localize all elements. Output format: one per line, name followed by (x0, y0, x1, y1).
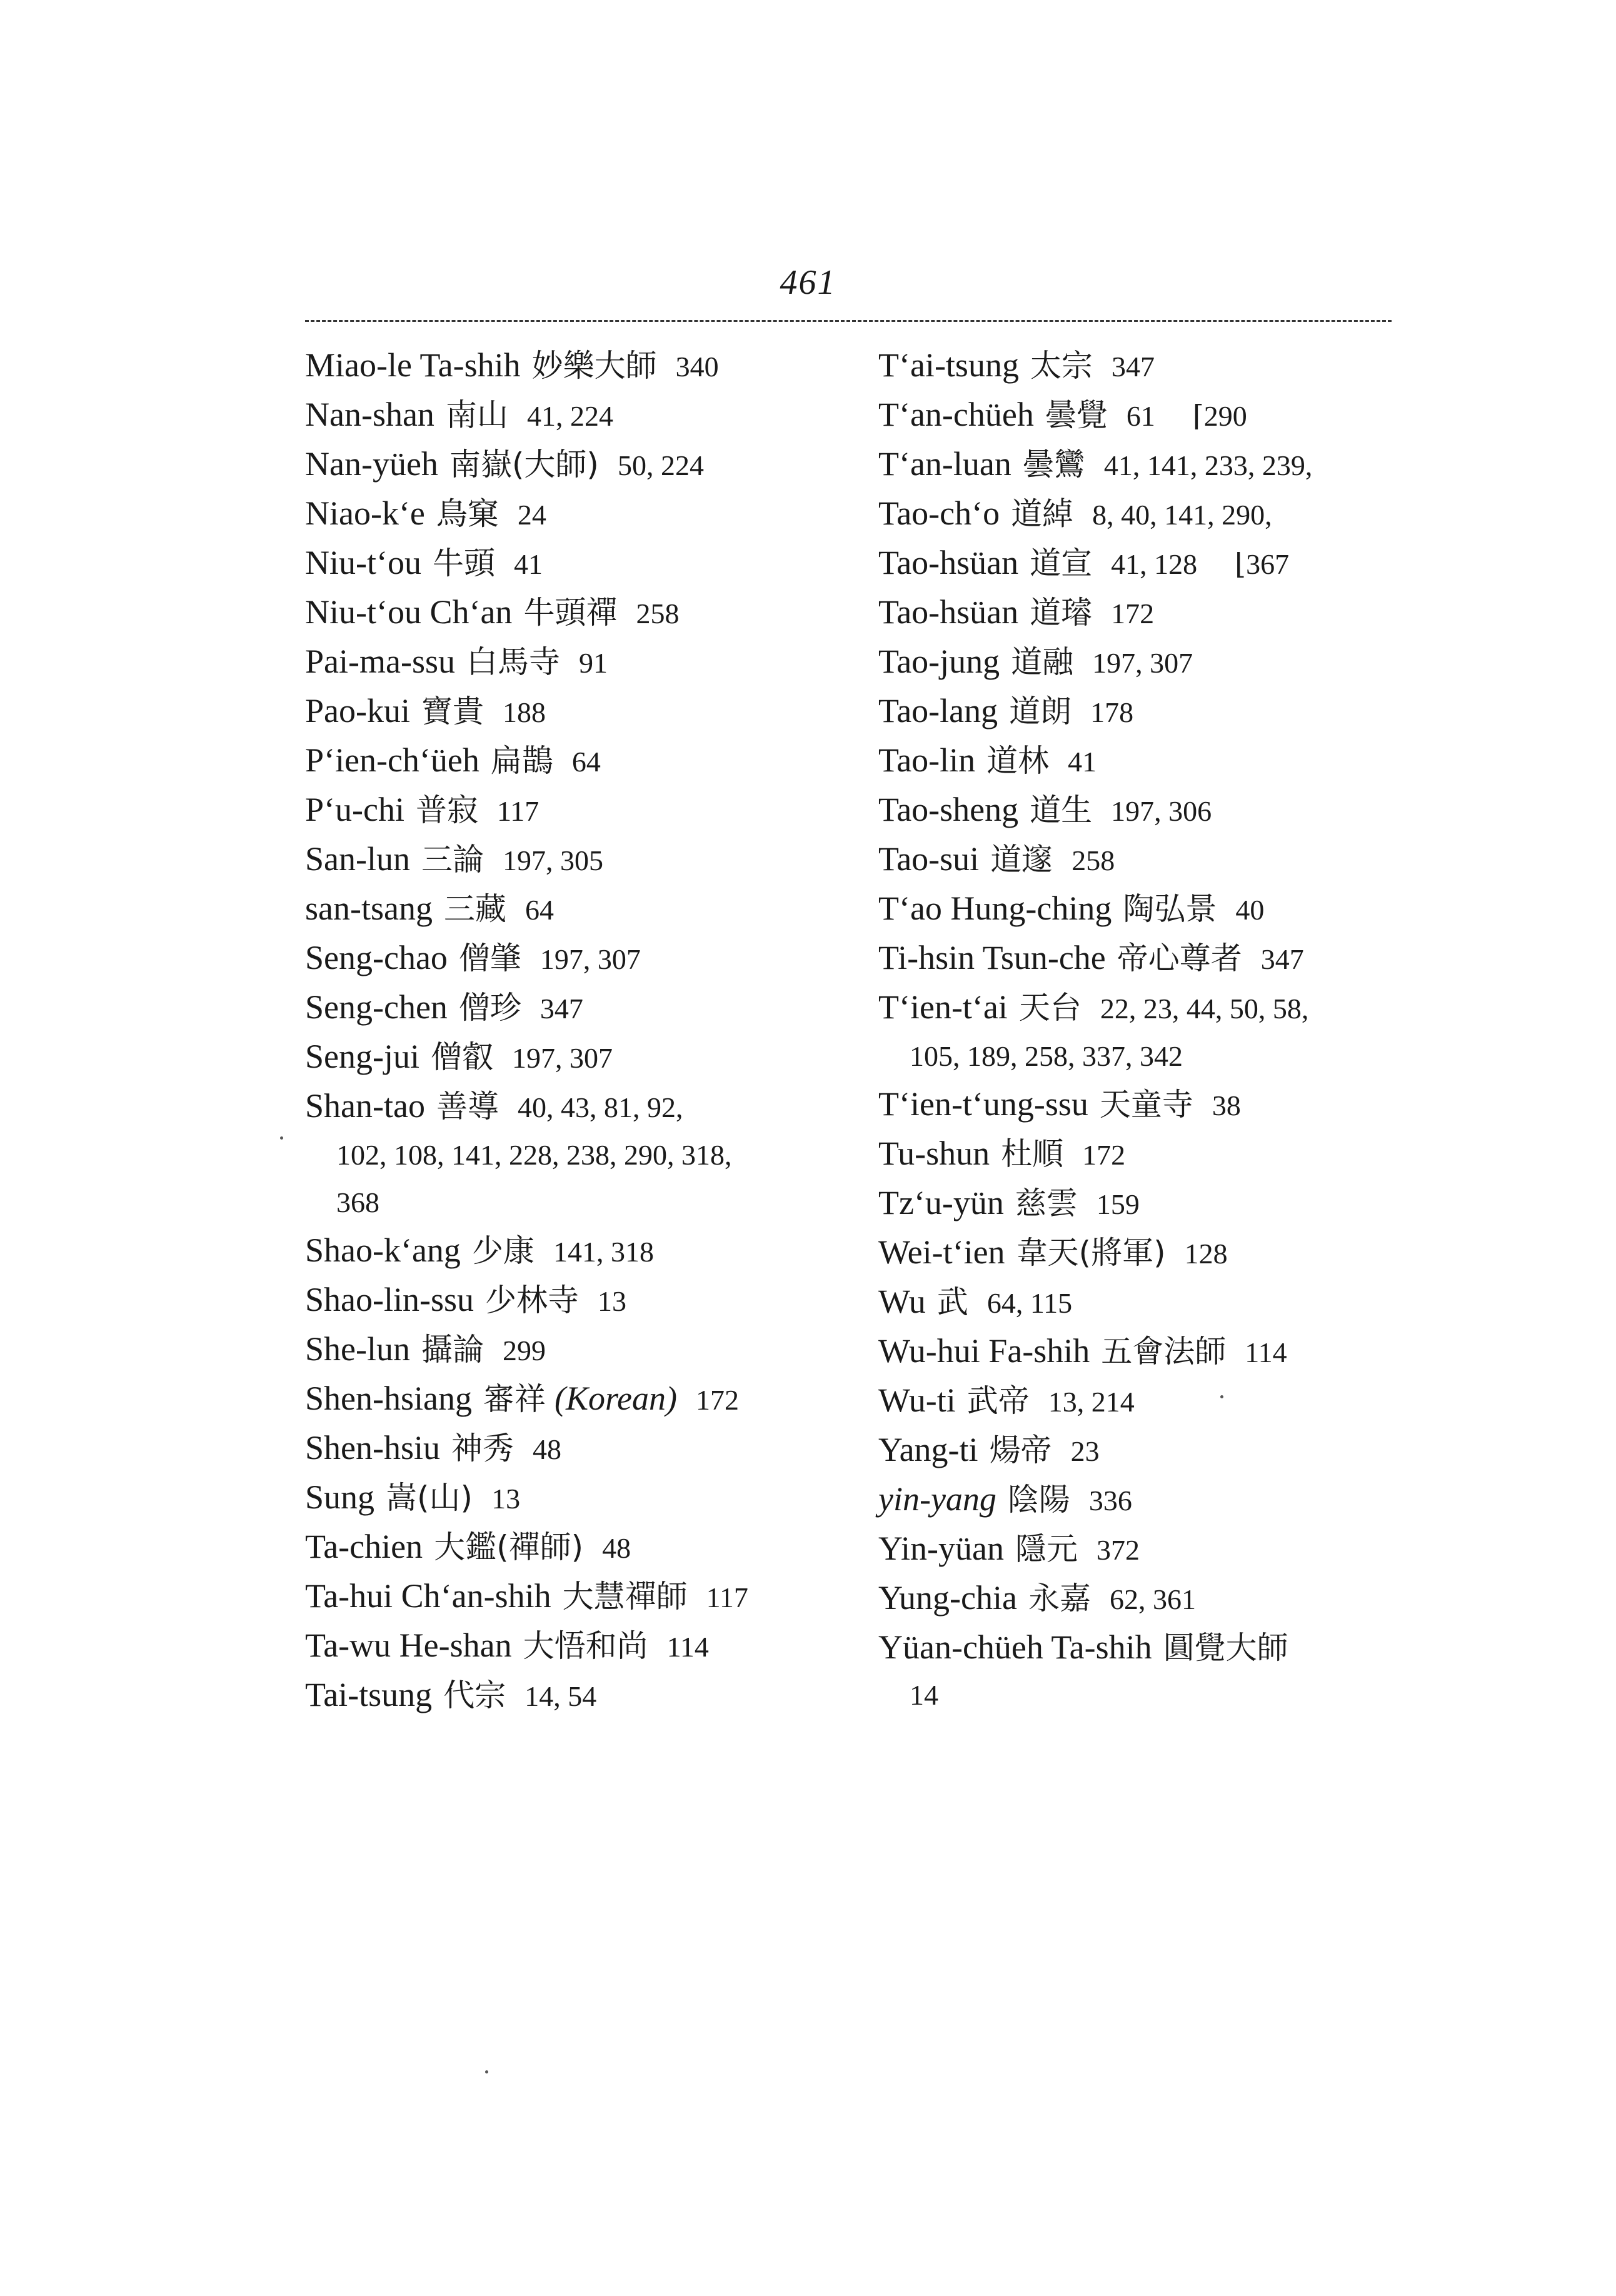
entry-page-refs: 22, 23, 44, 50, 58, (1100, 993, 1309, 1025)
entry-chinese-characters: 三論 (421, 841, 484, 878)
index-entry (305, 687, 824, 736)
entry-chinese-characters: 扁鵲 (490, 743, 553, 779)
entry-chinese-characters: 道林 (986, 743, 1050, 779)
entry-term: Tao-sui (878, 840, 980, 878)
entry-chinese-characters: 鳥窠 (436, 496, 499, 532)
entry-term: Shen-hsiu (305, 1429, 440, 1466)
entry-page-refs-continued: 368 (336, 1186, 379, 1218)
entry-chinese-characters: 道璿 (1030, 594, 1093, 631)
index-entry (305, 1424, 824, 1473)
entry-term: yin-yang (878, 1480, 996, 1518)
entry-term: Ti-hsin Tsun-che (878, 939, 1106, 976)
entry-chinese-characters: 曇鸞 (1022, 446, 1085, 483)
entry-page-refs: 48 (602, 1532, 631, 1564)
entry-chinese-characters: 道綽 (1011, 496, 1074, 532)
entry-chinese-characters: 僧珍 (458, 990, 521, 1026)
entry-page-refs: 141, 318 (553, 1236, 654, 1268)
entry-chinese-characters: 白馬寺 (466, 644, 560, 680)
entry-page-refs: 61 (1126, 400, 1155, 432)
entry-term: Wu-ti (878, 1381, 956, 1419)
entry-chinese-characters: 永嘉 (1028, 1580, 1091, 1617)
entry-term: T‘ao Hung-ching (878, 890, 1112, 927)
index-entry (878, 539, 1403, 588)
index-entry (305, 885, 824, 934)
entry-chinese-characters: 太宗 (1030, 348, 1093, 384)
entry-page-refs: 172 (1111, 598, 1155, 629)
paper-speck (280, 1136, 283, 1140)
entry-page-refs-continued: 105, 189, 258, 337, 342 (910, 1040, 1183, 1072)
entry-chinese-characters: 南山 (445, 397, 508, 433)
entry-chinese-characters: 代宗 (443, 1677, 506, 1713)
index-entry (305, 786, 824, 835)
index-entry (878, 1130, 1403, 1179)
entry-chinese-characters: 武 (936, 1284, 968, 1320)
entry-term: Niu-t‘ou Ch‘an (305, 593, 513, 631)
entry-chinese-characters: 杜順 (1001, 1136, 1064, 1172)
entry-term: Wu-hui Fa-shih (878, 1332, 1090, 1370)
entry-term: Tao-hsüan (878, 544, 1019, 581)
entry-chinese-characters: 隱元 (1015, 1531, 1078, 1567)
index-entry (878, 638, 1403, 687)
index-entry (878, 391, 1403, 440)
entry-page-refs-continued: 14 (910, 1679, 938, 1711)
entry-qualifier: (Korean) (554, 1380, 677, 1417)
index-entry (878, 1376, 1403, 1426)
entry-page-refs: 64 (524, 894, 554, 926)
entry-page-refs: 347 (1260, 943, 1304, 975)
index-entry (305, 1082, 824, 1226)
entry-page-refs: 299 (503, 1335, 546, 1366)
entry-page-refs: 40, 43, 81, 92, (517, 1091, 683, 1123)
index-entry (878, 1080, 1403, 1130)
entry-term: Niao-k‘e (305, 494, 425, 532)
entry-term: Nan-shan (305, 396, 434, 433)
index-entry (878, 489, 1403, 539)
entry-page-refs: 41, 128 (1111, 548, 1198, 580)
entry-chinese-characters: 天台 (1018, 990, 1082, 1026)
entry-chinese-characters: 南嶽(大師) (449, 446, 599, 483)
index-entry (305, 489, 824, 539)
entry-chinese-characters: 嵩(山) (386, 1480, 473, 1516)
entry-page-refs: 340 (675, 351, 719, 383)
index-entry (305, 391, 824, 440)
header-rule (305, 320, 1392, 322)
entry-page-refs: 62, 361 (1109, 1583, 1196, 1615)
entry-page-refs: 114 (666, 1631, 709, 1663)
index-entry (878, 1278, 1403, 1327)
entry-term: Tz‘u-yün (878, 1184, 1004, 1221)
entry-page-refs: 178 (1090, 696, 1134, 728)
index-entry (878, 1525, 1403, 1574)
entry-chinese-characters: 少林寺 (485, 1282, 579, 1318)
entry-term: Tao-ch‘o (878, 494, 1000, 532)
entry-chinese-characters: 圓覺大師 (1163, 1630, 1288, 1666)
entry-page-refs: 64 (571, 746, 601, 778)
entry-chinese-characters: 善導 (436, 1088, 499, 1125)
entry-term: Yang-ti (878, 1431, 978, 1468)
entry-chinese-characters: 牛頭禪 (523, 594, 618, 631)
entry-chinese-characters: 道朗 (1009, 693, 1072, 729)
entry-chinese-characters: 陰陽 (1007, 1481, 1070, 1518)
entry-term: san-tsang (305, 890, 433, 927)
entry-page-refs: 24 (517, 499, 546, 531)
index-entry (305, 1523, 824, 1572)
entry-chinese-characters: 陶弘景 (1123, 891, 1217, 927)
entry-chinese-characters: 武帝 (966, 1383, 1030, 1419)
paper-speck (485, 2070, 488, 2073)
entry-page-refs: 48 (533, 1433, 561, 1465)
entry-term: Yin-yüan (878, 1530, 1004, 1567)
index-entry (305, 1671, 824, 1720)
entry-chinese-characters: 少康 (471, 1233, 534, 1269)
entry-page-refs: 50, 224 (617, 449, 704, 481)
entry-page-refs: 336 (1088, 1485, 1132, 1516)
index-entry (305, 539, 824, 588)
entry-page-refs: 8, 40, 141, 290, (1092, 499, 1272, 531)
entry-chinese-characters: 普寂 (415, 792, 478, 828)
entry-term: Seng-chao (305, 939, 448, 976)
index-entry (878, 835, 1403, 885)
entry-term: Niu-t‘ou (305, 544, 421, 581)
entry-term: Pao-kui (305, 692, 410, 729)
index-entry (305, 1325, 824, 1375)
entry-term: P‘u-chi (305, 791, 404, 828)
index-column-left (305, 341, 824, 1720)
entry-chinese-characters: 道宣 (1030, 545, 1093, 581)
entry-page-refs: 14, 54 (524, 1680, 597, 1712)
entry-page-refs: 41 (1068, 746, 1097, 778)
entry-page-refs: 372 (1096, 1534, 1140, 1566)
index-entry (305, 588, 824, 638)
entry-page-refs: 38 (1212, 1090, 1241, 1121)
entry-page-refs: 172 (1082, 1139, 1126, 1171)
entry-page-refs: 188 (503, 696, 546, 728)
entry-term: Pai-ma-ssu (305, 643, 455, 680)
index-entry (878, 786, 1403, 835)
index-entry (305, 440, 824, 489)
entry-page-refs: 13, 214 (1048, 1386, 1135, 1418)
index-entry (878, 341, 1403, 391)
entry-term: Tao-jung (878, 643, 1000, 680)
entry-page-refs: 172 (695, 1384, 739, 1416)
entry-page-refs: 197, 306 (1111, 795, 1212, 827)
entry-chinese-characters: 天童寺 (1099, 1086, 1193, 1123)
index-entry (878, 588, 1403, 638)
entry-term: Shao-k‘ang (305, 1231, 461, 1269)
entry-chinese-characters: 道邃 (990, 841, 1053, 878)
entry-page-refs: 117 (496, 795, 540, 827)
entry-chinese-characters: 攝論 (421, 1331, 484, 1368)
entry-bracket-note: ⌈290 (1192, 400, 1247, 432)
entry-page-refs: 114 (1245, 1336, 1287, 1368)
index-entry (305, 1622, 824, 1671)
entry-page-refs: 64, 115 (986, 1287, 1073, 1319)
entry-page-refs: 197, 305 (503, 845, 603, 876)
entry-page-refs: 40 (1235, 894, 1265, 926)
entry-page-refs: 258 (636, 598, 680, 629)
index-entry (878, 1475, 1403, 1525)
entry-chinese-characters: 煬帝 (989, 1432, 1052, 1468)
entry-term: She-lun (305, 1330, 410, 1368)
entry-chinese-characters: 大悟和尚 (523, 1628, 648, 1664)
entry-term: Miao-le Ta-shih (305, 346, 521, 384)
entry-chinese-characters: 道生 (1030, 792, 1093, 828)
entry-chinese-characters: 審祥 (483, 1381, 546, 1417)
index-entry (305, 1226, 824, 1276)
entry-chinese-characters: 五會法師 (1101, 1333, 1227, 1370)
entry-term: Tao-sheng (878, 791, 1019, 828)
entry-chinese-characters: 神秀 (451, 1430, 514, 1466)
page-number: 461 (780, 263, 836, 302)
paper-speck (1220, 1395, 1223, 1398)
entry-term: Tu-shun (878, 1135, 990, 1172)
index-entry (878, 983, 1403, 1080)
index-entry (305, 934, 824, 983)
entry-term: Shan-tao (305, 1087, 425, 1125)
entry-bracket-note: ⌊367 (1235, 548, 1290, 580)
entry-term: P‘ien-ch‘üeh (305, 741, 479, 779)
entry-term: Ta-hui Ch‘an-shih (305, 1577, 551, 1615)
entry-chinese-characters: 韋天(將軍) (1016, 1235, 1166, 1271)
entry-term: Tao-lang (878, 692, 998, 729)
index-column-right (878, 341, 1403, 1719)
entry-page-refs: 197, 307 (1092, 647, 1193, 679)
entry-page-refs: 258 (1071, 845, 1115, 876)
entry-term: Seng-jui (305, 1038, 419, 1075)
entry-term: Yung-chia (878, 1579, 1017, 1617)
entry-term: T‘an-chüeh (878, 396, 1034, 433)
entry-chinese-characters: 大鑑(禪師) (434, 1529, 584, 1565)
entry-chinese-characters: 曇覺 (1045, 397, 1108, 433)
entry-page-refs: 41, 141, 233, 239, (1103, 449, 1313, 481)
index-entry (878, 885, 1403, 934)
index-entry (305, 341, 824, 391)
index-entry (878, 1574, 1403, 1623)
entry-page-refs: 159 (1096, 1188, 1140, 1220)
entry-chinese-characters: 帝心尊者 (1117, 940, 1242, 976)
entry-chinese-characters: 道融 (1011, 644, 1074, 680)
entry-term: Ta-chien (305, 1528, 423, 1565)
index-entry (878, 1179, 1403, 1228)
entry-term: T‘ai-tsung (878, 346, 1019, 384)
entry-term: Tao-lin (878, 741, 976, 779)
entry-chinese-characters: 慈雲 (1015, 1185, 1078, 1221)
entry-term: T‘ien-t‘ai (878, 988, 1008, 1026)
entry-chinese-characters: 僧叡 (431, 1039, 493, 1075)
index-entry (305, 1473, 824, 1523)
entry-term: Seng-chen (305, 988, 448, 1026)
entry-page-refs: 197, 307 (540, 943, 641, 975)
entry-term: Yüan-chüeh Ta-shih (878, 1628, 1152, 1666)
entry-term: Wei-t‘ien (878, 1233, 1005, 1271)
index-entry (878, 1228, 1403, 1278)
index-entry (305, 983, 824, 1033)
entry-page-refs: 347 (540, 993, 583, 1025)
entry-term: Wu (878, 1283, 926, 1320)
entry-term: T‘ien-t‘ung-ssu (878, 1085, 1088, 1123)
entry-term: Shao-lin-ssu (305, 1281, 474, 1318)
index-entry (305, 638, 824, 687)
index-entry (305, 1375, 824, 1424)
entry-chinese-characters: 僧肇 (458, 940, 521, 976)
index-entry (878, 1623, 1403, 1719)
index-entry (305, 736, 824, 786)
index-entry (878, 934, 1403, 983)
index-entry (878, 687, 1403, 736)
index-entry (305, 1572, 824, 1622)
entry-chinese-characters: 妙樂大師 (531, 348, 657, 384)
entry-chinese-characters: 三藏 (443, 891, 506, 927)
entry-page-refs: 13 (598, 1285, 626, 1317)
index-entry (878, 736, 1403, 786)
entry-page-refs: 117 (706, 1582, 748, 1613)
entry-term: Tai-tsung (305, 1676, 433, 1713)
entry-page-refs: 41, 224 (526, 400, 613, 432)
entry-term: Tao-hsüan (878, 593, 1019, 631)
entry-page-refs-continued: 102, 108, 141, 228, 238, 290, 318, (336, 1139, 732, 1171)
entry-page-refs: 13 (491, 1483, 521, 1515)
index-entry (305, 1033, 824, 1082)
index-entry (305, 835, 824, 885)
entry-chinese-characters: 牛頭 (432, 545, 495, 581)
entry-page-refs: 128 (1184, 1238, 1228, 1270)
index-entry (878, 1327, 1403, 1376)
entry-chinese-characters: 寶貴 (421, 693, 484, 729)
entry-term: Sung (305, 1478, 375, 1516)
entry-page-refs: 23 (1070, 1435, 1100, 1467)
index-entry (305, 1276, 824, 1325)
index-entry (878, 1426, 1403, 1475)
entry-term: Shen-hsiang (305, 1380, 472, 1417)
entry-term: T‘an-luan (878, 445, 1011, 483)
entry-term: San-lun (305, 840, 410, 878)
entry-term: Nan-yüeh (305, 445, 438, 483)
entry-term: Ta-wu He-shan (305, 1627, 512, 1664)
entry-page-refs: 347 (1111, 351, 1155, 383)
index-entry (878, 440, 1403, 489)
entry-chinese-characters: 大慧禪師 (562, 1578, 688, 1615)
entry-page-refs: 197, 307 (512, 1042, 613, 1074)
entry-page-refs: 91 (578, 647, 608, 679)
entry-page-refs: 41 (513, 548, 543, 580)
